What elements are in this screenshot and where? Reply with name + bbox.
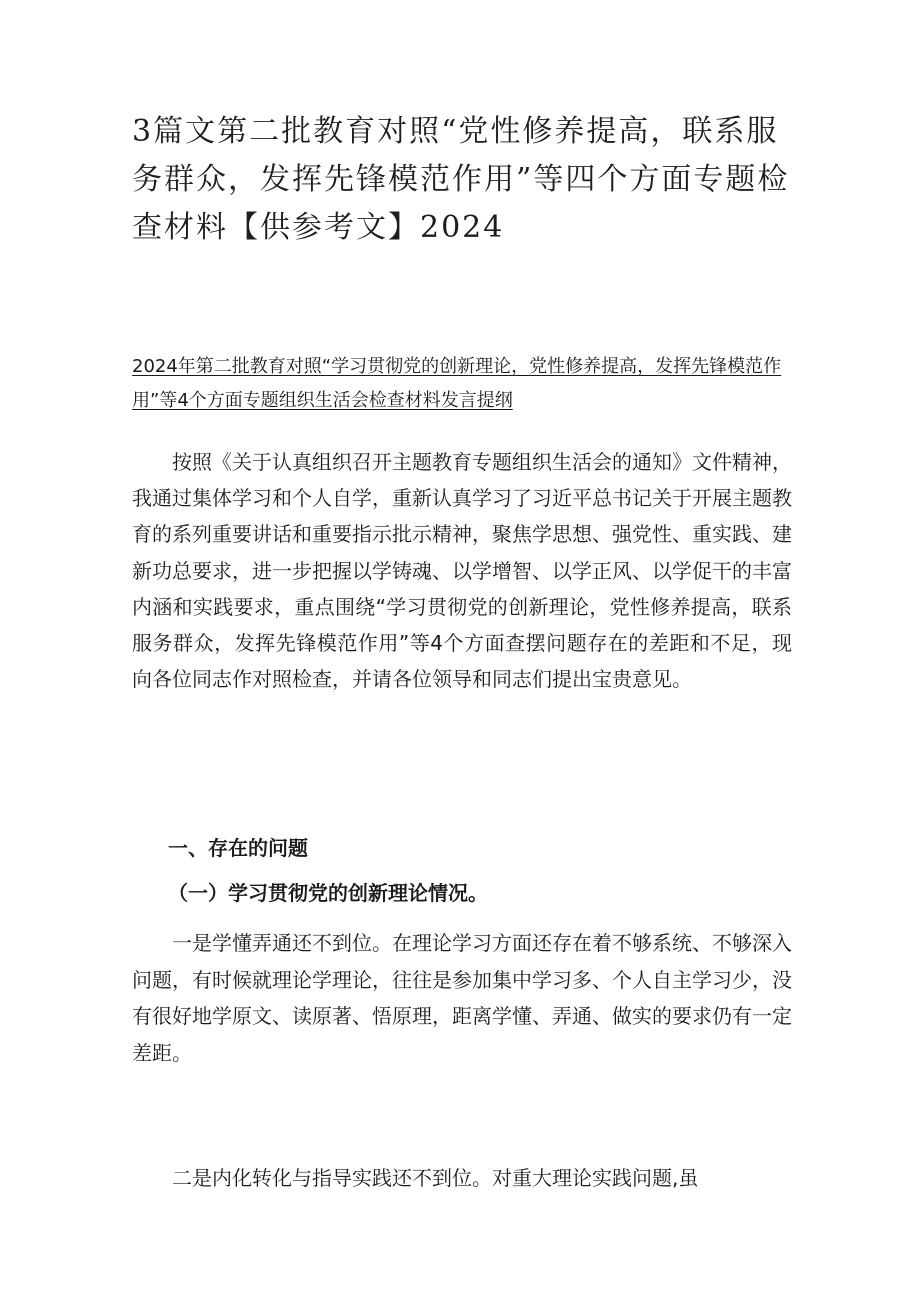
paragraph-one: 一是学懂弄通还不到位。在理论学习方面还存在着不够系统、不够深入问题，有时候就理论学理论，往往是参加集中学习多、个人自主学习少，没有很好地学原文、读原著、悟原理，距离学懂、弄通、做实的要求仍有一定差距。 bbox=[132, 931, 792, 1065]
intro-paragraph: 按照《关于认真组织召开主题教育专题组织生活会的通知》文件精神，我通过集体学习和个人自学，重新认真学习了习近平总书记关于开展主题教育的系列重要讲话和重要指示批示精神，聚焦学思想、强党性、重实践、建新功总要求，进一步把握以学铸魂、以学增智、以学正风、以学促干的丰富内涵和实践要求，重点围绕“学习贯彻党的创新理论，党性修养提高，联系服务群众，发挥先锋模范作用”等4个方面查摆问题存在的差距和不足，现向各位同志作对照检查，并请各位领导和同志们提出宝贵意见。 bbox=[132, 450, 792, 692]
document-title: 3篇文第二批教育对照“党性修养提高，联系服务群众，发挥先锋模范作用”等四个方面专题检查材料【供参考文】2024 bbox=[132, 114, 790, 245]
paragraph-two: 二是内化转化与指导实践还不到位。对重大理论实践问题,虽 bbox=[172, 1166, 699, 1190]
subsection-heading: （一）学习贯彻党的创新理论情况。 bbox=[168, 881, 488, 905]
document-subtitle: 2024年第二批教育对照“学习贯彻党的创新理论，党性修养提高，发挥先锋模范作用”等4个方面专题组织生活会检查材料发言提纲 bbox=[132, 356, 782, 411]
section-heading: 一、存在的问题 bbox=[168, 836, 308, 860]
